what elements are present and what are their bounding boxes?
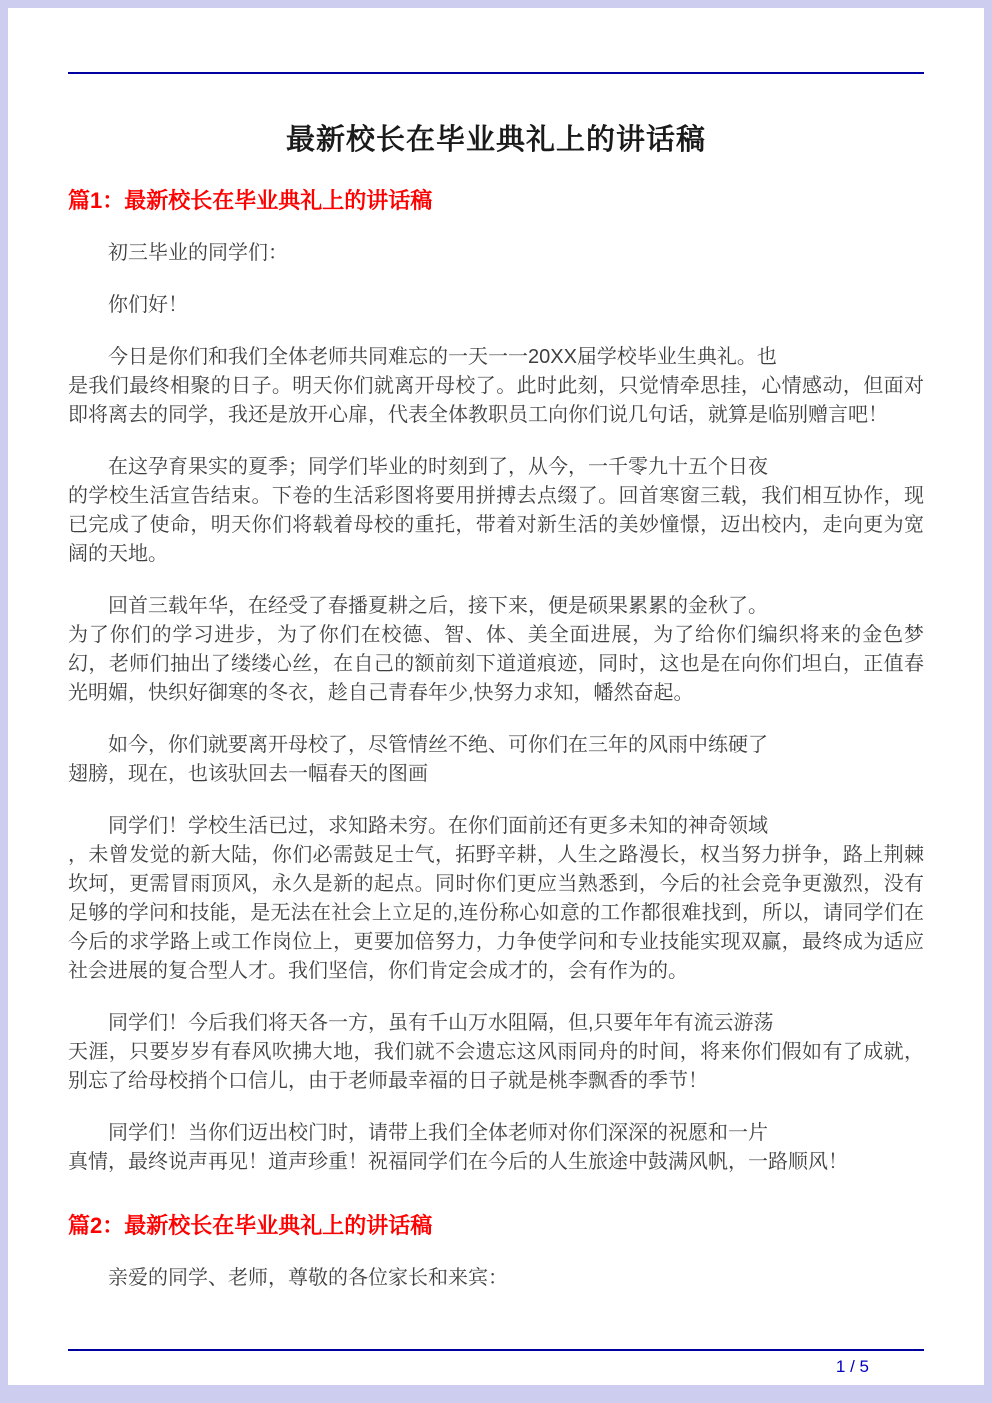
- paragraph: [68, 812, 924, 986]
- paragraph-body: 的学校生活宣告结束。下卷的生活彩图将要用拼搏去点缀了。回首寒窗三载，我们相互协作，现已完成了使命，明天你们将载着母校的重托，带着对新生活的美妙憧憬，迈出校内，走向更为宽阔的天地。: [68, 485, 924, 565]
- section-2-heading: 篇2：最新校长在毕业典礼上的讲话稿: [68, 1213, 433, 1238]
- paragraph: [68, 1009, 924, 1096]
- paragraph: [68, 1119, 924, 1177]
- paragraph-text: 初三毕业的同学们：: [108, 242, 288, 264]
- paragraph: [68, 291, 924, 320]
- paragraph-body: 是我们最终相聚的日子。明天你们就离开母校了。此时此刻，只觉情牵思挂，心情感动，但面对即将离去的同学，我还是放开心扉，代表全体教职员工向你们说几句话，就算是临别赠言吧！: [68, 375, 924, 426]
- paragraph: [68, 731, 924, 789]
- paragraph-lead: 同学们！学校生活已过，求知路未穷。在你们面前还有更多未知的神奇领域: [108, 815, 768, 837]
- document-title: 最新校长在毕业典礼上的讲话稿: [285, 124, 706, 156]
- paragraph-lead: 如今，你们就要离开母校了，尽管情丝不绝、可你们在三年的风雨中练硬了: [108, 734, 768, 756]
- document-content: [8, 72, 984, 1293]
- paragraph-body: 翅膀，现在，也该驮回去一幅春天的图画: [68, 763, 428, 785]
- paragraph-lead: 同学们！今后我们将天各一方，虽有千山万水阻隔，但,只要年年有流云游荡: [108, 1012, 774, 1034]
- paragraph-text: 你们好！: [108, 294, 188, 316]
- paragraph-body: 为了你们的学习进步，为了你们在校德、智、体、美全面进展，为了给你们编织将来的金色梦幻，老师们抽出了缕缕心丝，在自己的额前刻下道道痕迹，同时，这也是在向你们坦白，正值春光明媚，快织好御寒的冬衣，趁自己青春年少,快努力求知，幡然奋起。: [68, 624, 924, 704]
- paragraph-body: 天涯，只要岁岁有春风吹拂大地，我们就不会遗忘这风雨同舟的时间，将来你们假如有了成就，别忘了给母校捎个口信儿，由于老师最幸福的日子就是桃李飘香的季节！: [68, 1041, 924, 1092]
- paragraph-lead: 在这孕育果实的夏季；同学们毕业的时刻到了，从今，一千零九十五个日夜: [108, 456, 768, 478]
- paragraph-text: 亲爱的同学、老师，尊敬的各位家长和来宾：: [108, 1267, 508, 1289]
- page-number: 1 / 5: [835, 1357, 869, 1376]
- paragraph: [68, 239, 924, 268]
- paragraph: [68, 453, 924, 569]
- document-page: [8, 8, 984, 1385]
- paragraph-body: ，未曾发觉的新大陆，你们必需鼓足士气，拓野辛耕，人生之路漫长，权当努力拼争，路上荆棘坎坷，更需冒雨顶风，永久是新的起点。同时你们更应当熟悉到，今后的社会竞争更激烈，没有足够的学问和技能，是无法在社会上立足的,连份称心如意的工作都很难找到，所以，请同学们在今后的求学路上或工作岗位上，更要加倍努力，力争使学问和专业技能实现双赢，最终成为适应社会进展的复合型人才。我们坚信，你们肯定会成才的，会有作为的。: [68, 844, 924, 982]
- page-footer: [68, 1349, 924, 1377]
- section-1-heading: 篇1：最新校长在毕业典礼上的讲话稿: [68, 188, 433, 213]
- paragraph: [68, 343, 924, 430]
- paragraph-lead: 今日是你们和我们全体老师共同难忘的一天一一20XX届学校毕业生典礼。也: [108, 346, 777, 368]
- paragraph: [68, 592, 924, 708]
- header-rule: [68, 72, 924, 74]
- paragraph-lead: 回首三载年华，在经受了春播夏耕之后，接下来，便是硕果累累的金秋了。: [108, 595, 768, 617]
- paragraph-lead: 同学们！当你们迈出校门时，请带上我们全体老师对你们深深的祝愿和一片: [108, 1122, 768, 1144]
- paragraph-body: 真情，最终说声再见！道声珍重！祝福同学们在今后的人生旅途中鼓满风帆，一路顺风！: [68, 1151, 848, 1173]
- paragraph: [68, 1264, 924, 1293]
